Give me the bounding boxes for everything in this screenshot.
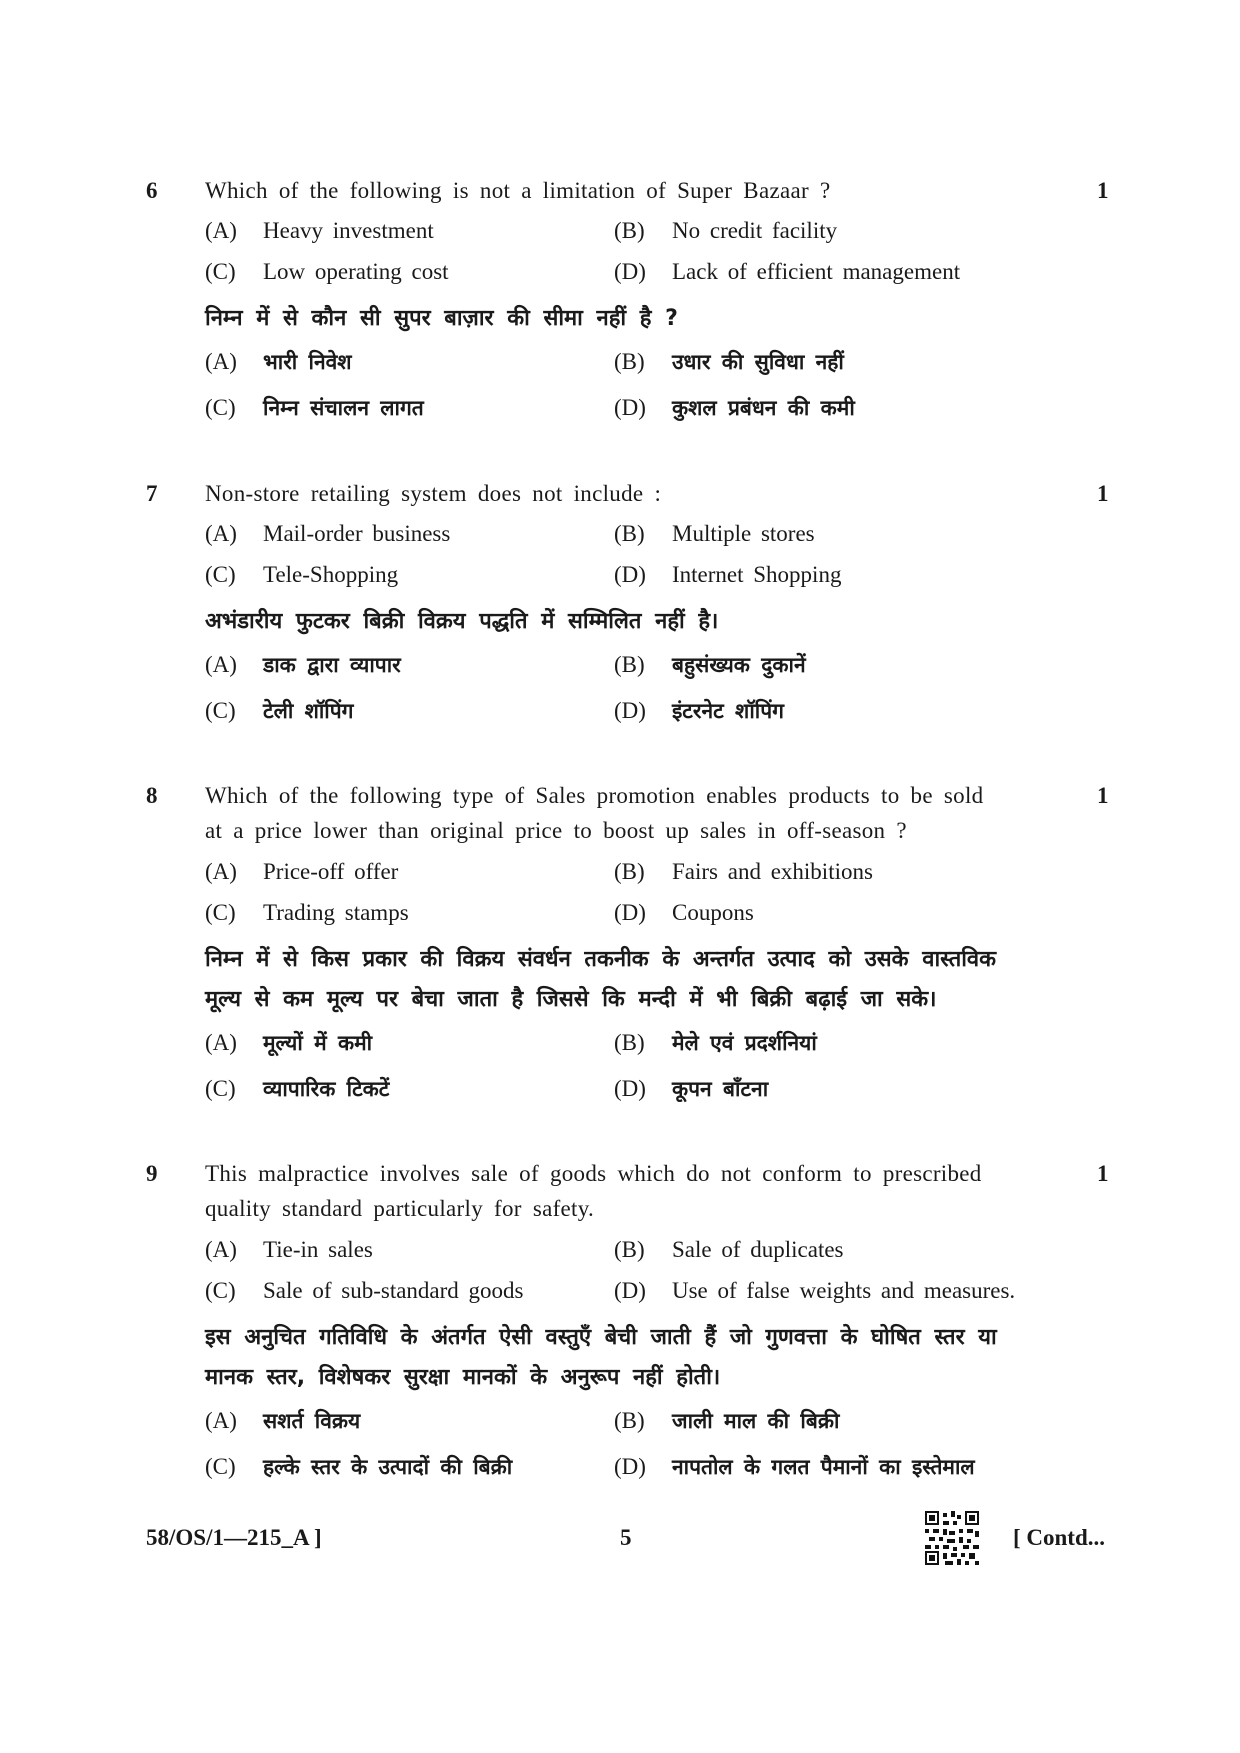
hindi-option-d: (D) इंटरनेट शॉपिंग (614, 698, 784, 723)
option-c: (C) Trading stamps (205, 900, 409, 925)
option-b: (B) No credit facility (614, 218, 838, 243)
option-a: (A) Heavy investment (205, 218, 434, 243)
hindi-option-a: (A) भारी निवेश (205, 349, 352, 374)
question-number: 6 (146, 178, 158, 203)
option-b: (B) Sale of duplicates (614, 1237, 844, 1262)
hindi-option-b: (B) बहुसंख्यक दुकानें (614, 652, 806, 677)
hindi-option-c: (C) व्यापारिक टिकटें (205, 1076, 390, 1101)
hindi-option-c: (C) हल्के स्तर के उत्पादों की बिक्री (205, 1454, 513, 1479)
hindi-option-d: (D) कुशल प्रबंधन की कमी (614, 395, 855, 420)
option-c: (C) Low operating cost (205, 259, 449, 284)
hindi-question-text: अभंडारीय फुटकर बिक्री विक्रय पद्धति में सम्मिलित नहीं है। (205, 609, 719, 634)
question-text: Non-store retailing system does not include : (205, 481, 662, 506)
option-c: (C) Sale of sub-standard goods (205, 1278, 524, 1303)
option-a: (A) Mail-order business (205, 521, 451, 546)
question-text: Which of the following is not a limitation of Super Bazaar ? (205, 178, 831, 203)
question-text-line-2: quality standard particularly for safety. (205, 1196, 595, 1221)
option-c: (C) Tele-Shopping (205, 562, 399, 587)
paper-code: 58/OS/1—215_A ] (146, 1525, 322, 1550)
page-number: 5 (620, 1525, 632, 1550)
question-marks: 1 (1097, 783, 1109, 808)
hindi-option-c: (C) टेली शॉपिंग (205, 698, 354, 723)
option-a: (A) Price-off offer (205, 859, 399, 884)
hindi-option-a: (A) डाक द्वारा व्यापार (205, 652, 401, 677)
hindi-option-b: (B) मेले एवं प्रदर्शनियां (614, 1030, 817, 1055)
question-number: 8 (146, 783, 158, 808)
hindi-option-d: (D) कूपन बाँटना (614, 1076, 769, 1101)
question-text-line-2: at a price lower than original price to boost up sales in off-season ? (205, 818, 907, 843)
question-text-line-1: This malpractice involves sale of goods which do not conform to prescribed (205, 1161, 982, 1186)
hindi-question-text-line-2: मूल्य से कम मूल्य पर बेचा जाता है जिससे कि मन्दी में भी बिक्री बढ़ाई जा सके। (205, 987, 937, 1012)
hindi-option-b: (B) उधार की सुविधा नहीं (614, 349, 844, 374)
question-number: 7 (146, 481, 158, 506)
question-marks: 1 (1097, 178, 1109, 203)
hindi-question-text-line-1: इस अनुचित गतिविधि के अंतर्गत ऐसी वस्तुएँ बेची जाती हैं जो गुणवत्ता के घोषित स्तर या (205, 1325, 997, 1350)
hindi-option-a: (A) सशर्त विक्रय (205, 1408, 361, 1433)
option-d: (D) Internet Shopping (614, 562, 842, 587)
question-text-line-1: Which of the following type of Sales promotion enables products to be sold (205, 783, 984, 808)
question-marks: 1 (1097, 1161, 1109, 1186)
question-marks: 1 (1097, 481, 1109, 506)
option-d: (D) Lack of efficient management (614, 259, 961, 284)
option-b: (B) Fairs and exhibitions (614, 859, 873, 884)
hindi-option-d: (D) नापतोल के गलत पैमानों का इस्तेमाल (614, 1454, 975, 1479)
hindi-option-c: (C) निम्न संचालन लागत (205, 395, 424, 420)
option-d: (D) Coupons (614, 900, 754, 925)
option-a: (A) Tie-in sales (205, 1237, 373, 1262)
hindi-option-a: (A) मूल्यों में कमी (205, 1030, 373, 1055)
question-number: 9 (146, 1161, 158, 1186)
hindi-question-text-line-1: निम्न में से किस प्रकार की विक्रय संवर्धन तकनीक के अन्तर्गत उत्पाद को उसके वास्तविक (205, 947, 997, 972)
hindi-question-text-line-2: मानक स्तर, विशेषकर सुरक्षा मानकों के अनुरूप नहीं होती। (205, 1365, 721, 1390)
qr-code-icon (925, 1511, 979, 1565)
option-d: (D) Use of false weights and measures. (614, 1278, 1016, 1303)
continued-label: [ Contd... (1013, 1525, 1106, 1550)
option-b: (B) Multiple stores (614, 521, 815, 546)
hindi-question-text: निम्न में से कौन सी सुपर बाज़ार की सीमा नहीं है ? (205, 306, 678, 331)
hindi-option-b: (B) जाली माल की बिक्री (614, 1408, 840, 1433)
